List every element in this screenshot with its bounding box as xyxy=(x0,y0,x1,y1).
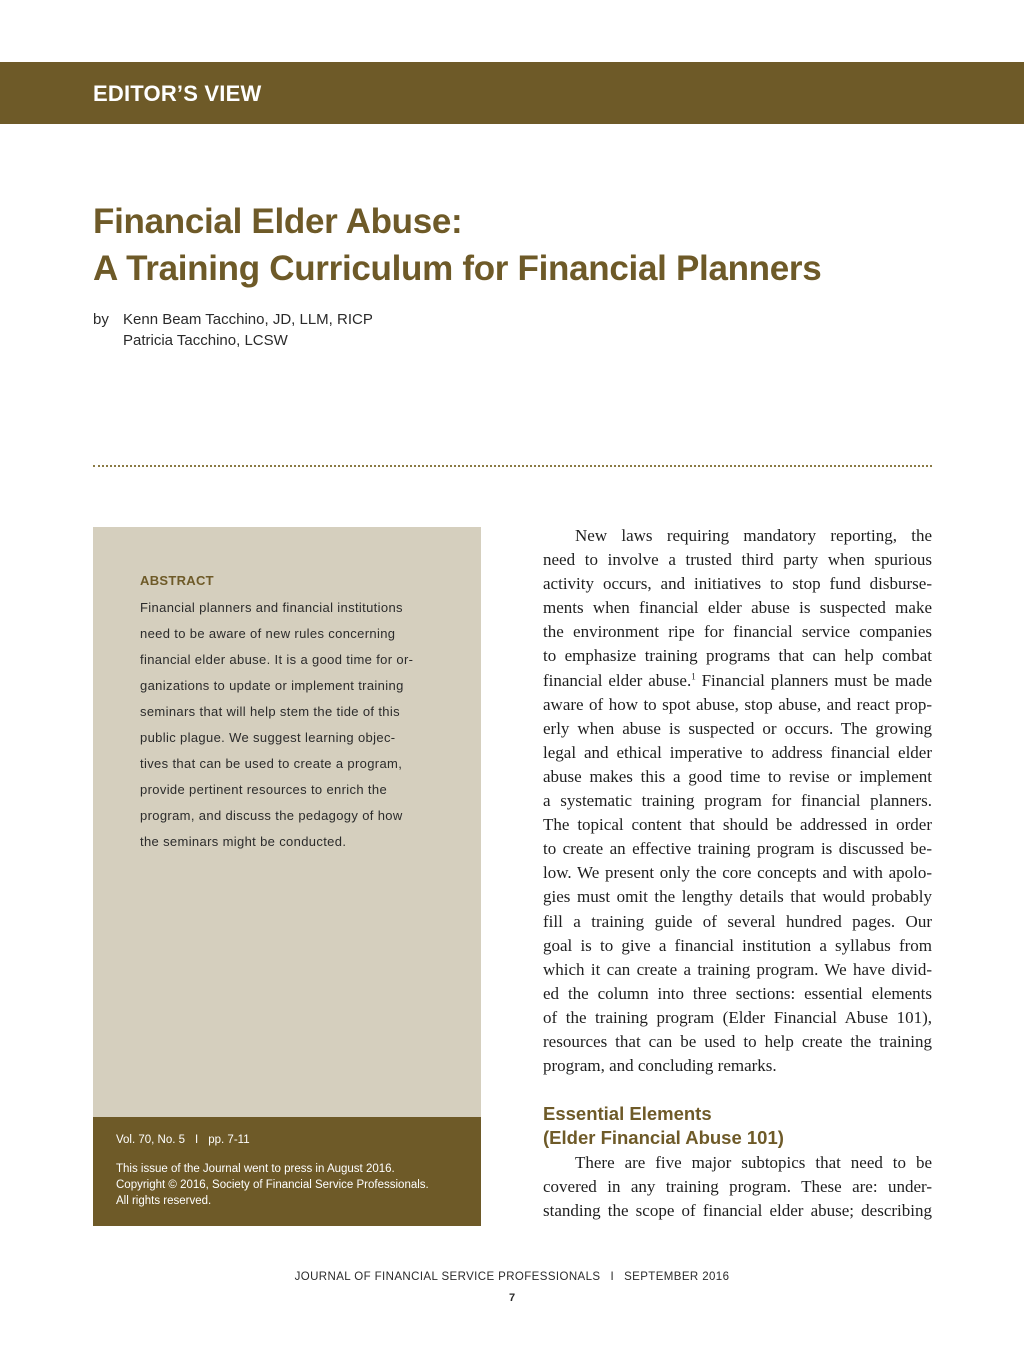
body-line: fill a training guide of several hundred pages. Our xyxy=(543,911,932,931)
abstract-line: program, and discuss the pedagogy of how xyxy=(140,808,403,823)
body-line: ed the column into three sections: essential elements xyxy=(543,983,932,1003)
abstract-line: need to be aware of new rules concerning xyxy=(140,626,396,641)
body-line: goal is to give a financial institution a syllabus from xyxy=(543,935,932,955)
abstract-line: financial elder abuse. It is a good time for or- xyxy=(140,652,414,667)
article-title-line-1: Financial Elder Abuse: xyxy=(93,202,463,241)
body-line: low. We present only the core concepts and with apolo- xyxy=(543,863,932,883)
body-paragraph-1 xyxy=(543,524,932,1078)
body-line: aware of how to spot abuse, stop abuse, and react prop- xyxy=(543,694,932,714)
body-line: activity occurs, and initiatives to stop fund disburse- xyxy=(543,574,932,594)
abstract-line: Financial planners and financial institutions xyxy=(140,600,403,615)
abstract-line: ganizations to update or implement training xyxy=(140,678,404,693)
section-heading-line-1: Essential Elements xyxy=(543,1103,712,1124)
body-line: ments when financial elder abuse is suspected make xyxy=(543,598,932,618)
abstract-line: provide pertinent resources to enrich the xyxy=(140,782,388,797)
body-line: abuse makes this a good time to revise or implement xyxy=(543,766,932,786)
body-line: standing the scope of financial elder abuse; describing xyxy=(543,1201,932,1221)
body-line: need to involve a trusted third party when spurious xyxy=(543,550,932,570)
body-line: program, and concluding remarks. xyxy=(543,1056,777,1076)
journal-name: JOURNAL OF FINANCIAL SERVICE PROFESSIONALS xyxy=(294,1271,601,1283)
body-text: financial elder abuse. xyxy=(543,670,692,690)
body-line: gies must omit the lengthy details that would probably xyxy=(543,887,932,907)
issue-info-panel xyxy=(93,1117,481,1226)
body-line-with-footnote xyxy=(543,669,932,693)
article-title-line-2: A Training Curriculum for Financial Planners xyxy=(93,249,822,288)
body-line: erly when abuse is suspected or occurs. The growing xyxy=(543,718,932,738)
body-line: There are five major subtopics that need to be xyxy=(575,1153,932,1172)
abstract-text xyxy=(140,595,440,855)
abstract-panel xyxy=(93,527,481,1117)
footnote-marker: 1 xyxy=(691,670,696,681)
volume-separator: I xyxy=(195,1134,199,1146)
copyright-notice xyxy=(116,1161,429,1209)
body-line: New laws requiring mandatory reporting, the xyxy=(575,526,932,545)
abstract-heading: ABSTRACT xyxy=(140,573,214,588)
body-text: Financial planners must be made xyxy=(695,670,932,690)
section-heading xyxy=(543,1102,784,1150)
abstract-line: public plague. We suggest learning objec- xyxy=(140,730,396,745)
body-line: which it can create a training program. We have divid- xyxy=(543,959,932,979)
body-line: legal and ethical imperative to address financial elder xyxy=(543,742,932,762)
section-heading-line-2: (Elder Financial Abuse 101) xyxy=(543,1127,784,1148)
volume-number: Vol. 70, No. 5 xyxy=(116,1134,186,1146)
author-2: Patricia Tacchino, LCSW xyxy=(123,332,288,349)
page-footer xyxy=(0,1271,1024,1283)
body-line: of the training program (Elder Financial Abuse 101), xyxy=(543,1007,932,1027)
body-line: the environment ripe for financial service companies xyxy=(543,622,932,642)
dotted-divider xyxy=(93,465,932,467)
issue-date: SEPTEMBER 2016 xyxy=(624,1271,730,1283)
byline-by: by xyxy=(93,311,109,328)
author-1: Kenn Beam Tacchino, JD, LLM, RICP xyxy=(123,311,373,328)
body-line: a systematic training program for financial planners. xyxy=(543,791,932,811)
press-line: This issue of the Journal went to press in August 2016. xyxy=(116,1163,395,1175)
author-list xyxy=(123,309,373,351)
abstract-line: tives that can be used to create a program, xyxy=(140,756,403,771)
volume-info xyxy=(116,1134,250,1146)
abstract-line: the seminars might be conducted. xyxy=(140,834,347,849)
body-line: resources that can be used to help create the training xyxy=(543,1031,932,1051)
footer-separator: I xyxy=(610,1271,615,1283)
body-paragraph-2 xyxy=(543,1151,932,1223)
copyright-line: Copyright © 2016, Society of Financial Service Professionals. xyxy=(116,1179,429,1191)
page-number: 7 xyxy=(508,1292,516,1304)
body-line: to emphasize training programs that can help combat xyxy=(543,646,932,666)
page-range: pp. 7-11 xyxy=(208,1134,250,1146)
body-line: The topical content that should be addressed in order xyxy=(543,815,932,835)
rights-line: All rights reserved. xyxy=(116,1195,212,1207)
abstract-line: seminars that will help stem the tide of this xyxy=(140,704,400,719)
section-label: EDITOR’S VIEW xyxy=(93,81,262,106)
article-title xyxy=(93,198,973,292)
section-banner xyxy=(0,62,1024,124)
body-line: to create an effective training program is discussed be- xyxy=(543,839,932,859)
body-line: covered in any training program. These are: under- xyxy=(543,1177,932,1197)
